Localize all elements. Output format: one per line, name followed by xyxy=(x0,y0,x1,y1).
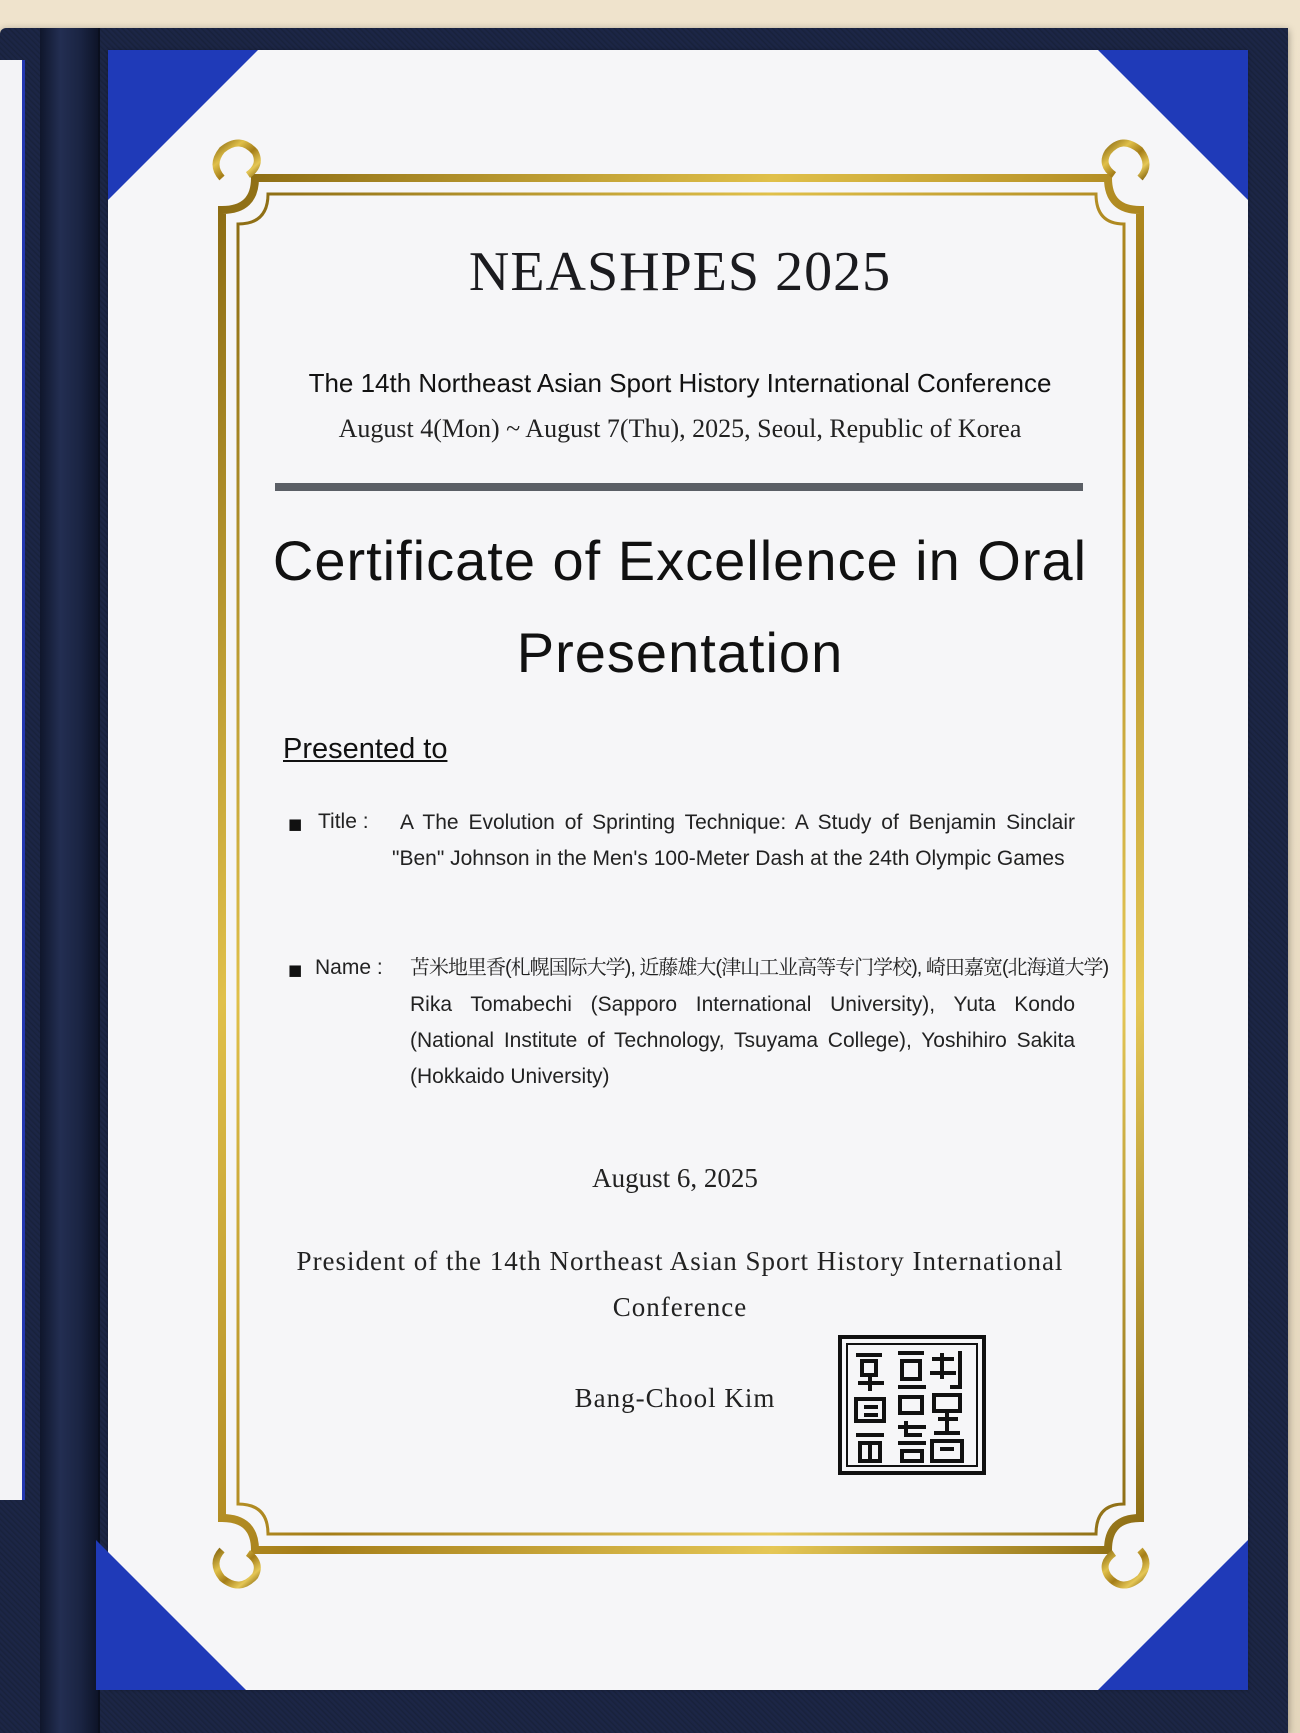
signer-name: Bang-Chool Kim xyxy=(574,1383,776,1413)
names-english: Rika Tomabechi (Sapporo International University), Yuta Kondo (National Institute of Technology, Tsuyama College), Yoshihiro Sakita (Hokkaido University) xyxy=(410,993,1075,1088)
award-date: August 6, 2025 xyxy=(592,1163,758,1193)
title-bullet-icon: ■ xyxy=(288,815,303,833)
award-title: Certificate of Excellence in Oral Presentation xyxy=(272,529,1088,684)
conference-name: The 14th Northeast Asian Sport History International Conference xyxy=(308,368,1052,398)
name-bullet-icon: ■ xyxy=(288,961,303,979)
official-seal-stamp xyxy=(838,1335,986,1475)
seal-glyphs xyxy=(842,1339,982,1471)
name-label: Name : xyxy=(315,956,383,979)
title-label: Title : xyxy=(318,810,369,833)
presented-to-heading: Presented to xyxy=(283,733,448,765)
divider-rule xyxy=(275,483,1083,491)
conference-dates: August 4(Mon) ~ August 7(Thu), 2025, Seoul, Republic of Korea xyxy=(338,414,1022,443)
event-title: NEASHPES 2025 xyxy=(468,241,892,303)
names-japanese: 苫米地里香(札幌国际大学), 近藤雄大(津山工业高等专门学校), 崎田嘉宽(北海道大学) xyxy=(410,957,1109,979)
president-title: President of the 14th Northeast Asian Sport History International Conference xyxy=(296,1246,1064,1322)
presentation-title: A The Evolution of Sprinting Technique: A Study of Benjamin Sinclair "Ben" Johnson in the Men's 100-Meter Dash at the 24th Olympic Games xyxy=(392,811,1075,870)
